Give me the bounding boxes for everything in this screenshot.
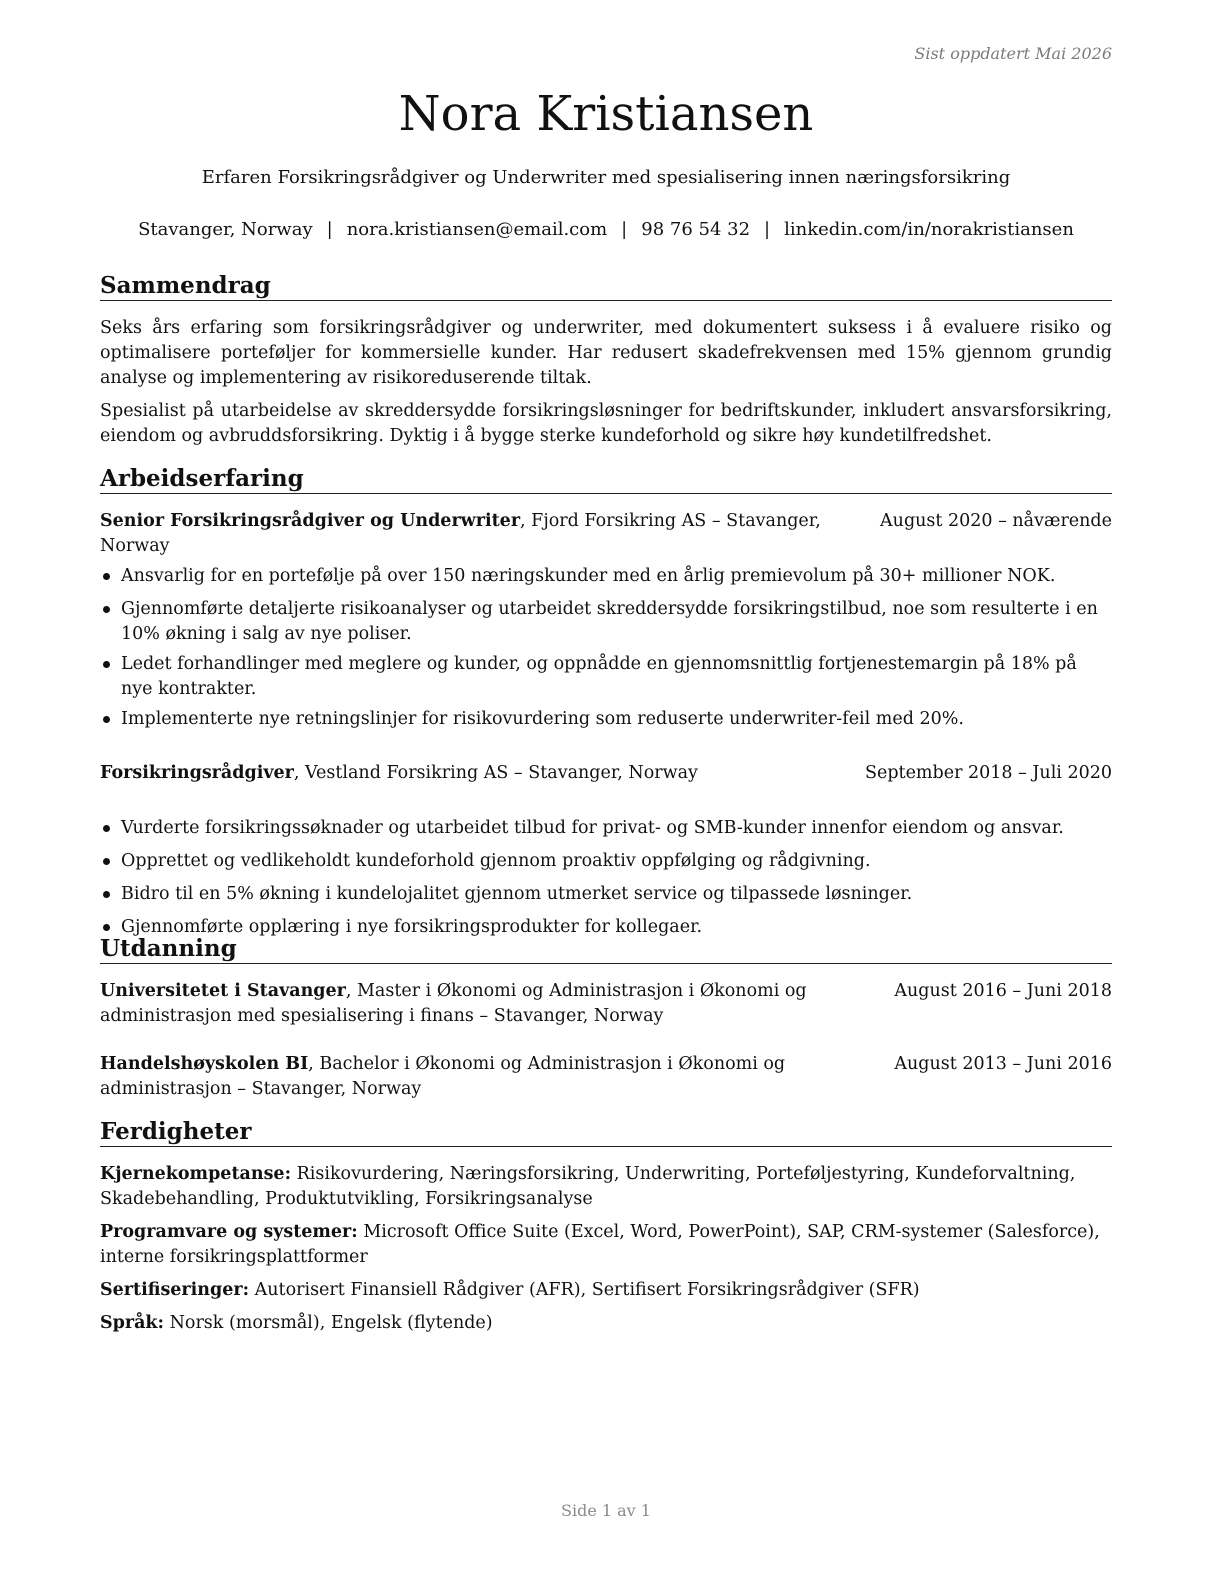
contact-email[interactable]: nora.kristiansen@email.com [346,219,608,240]
last-updated: Sist oppdatert Mai 2026 [914,44,1112,63]
education-school: Universitetet i Stavanger [100,981,346,1001]
page-number: Side 1 av 1 [561,1501,651,1520]
education-entry [100,979,1112,1029]
job-bullet [100,597,1112,647]
job-bullet [100,707,1112,732]
job-bullet [100,816,1112,841]
skills-section [100,1118,1112,1336]
bullet-icon [103,661,110,668]
skill-value: Risikovurdering, Næringsforsikring, Underwriting, Porteføljestyring, Kundeforvaltning, Skadebehandling, Produktutvikling, Forsikringsanalyse [100,1164,1076,1209]
summary-paragraph: Seks års erfaring som forsikringsrådgiver og underwriter, med dokumentert suksess i å evaluere risiko og optimalisere porteføljer for kommersielle kunder. Har redusert skadefrekvensen med 15% gjennom grundig analyse og implementering av risikoreduserende tiltak. [100,318,1112,388]
bullet-icon [103,825,110,832]
job-entry [100,509,1112,732]
job-bullet [100,849,1112,874]
education-details: , Master i Økonomi og Administrasjon i Økonomi og administrasjon med spesialisering i finans – Stavanger, Norway [100,981,807,1026]
education-dates: August 2013 – Juni 2016 [894,1054,1112,1074]
bullet-icon [103,891,110,898]
skill-value: Autorisert Finansiell Rådgiver (AFR), Sertifisert Forsikringsrådgiver (SFR) [249,1280,920,1300]
education-entry [100,1052,1112,1102]
education-school: Handelshøyskolen BI [100,1054,309,1074]
job-bullet [100,652,1112,702]
job-bullets [100,816,1112,940]
education-section [100,935,1112,1102]
contact-location: Stavanger, Norway [138,219,313,240]
job-bullets [100,564,1112,732]
education-details: , Bachelor i Økonomi og Administrasjon i Økonomi og administrasjon – Stavanger, Norway [100,1054,786,1099]
job-bullet-text: Gjennomførte opplæring i nye forsikringsprodukter for kollegaer. [121,917,703,937]
job-role: Forsikringsrådgiver [100,763,294,783]
job-role: Senior Forsikringsrådgiver og Underwriter [100,511,521,531]
skill-label: Språk: [100,1313,165,1333]
skill-value: Microsoft Office Suite (Excel, Word, PowerPoint), SAP, CRM-systemer (Salesforce), interne forsikringsplattformer [100,1222,1100,1267]
section-title-skills: Ferdigheter [100,1118,1112,1147]
job-bullet-text: Vurderte forsikringssøknader og utarbeidet tilbud for privat- og SMB-kunder innenfor eiendom og ansvar. [121,818,1064,838]
summary-section [100,272,1112,449]
job-dates: September 2018 – Juli 2020 [864,763,1112,783]
skill-value: Norsk (morsmål), Engelsk (flytende) [164,1313,493,1333]
skill-label: Kjernekompetanse: [100,1164,292,1184]
contact-line [100,219,1112,240]
job-bullet-text: Ansvarlig for en portefølje på over 150 næringskunder med en årlig premievolum på 30+ millioner NOK. [121,566,1056,586]
bullet-icon [103,716,110,723]
job-dates: August 2020 – nåværende [880,511,1112,531]
section-title-education: Utdanning [100,935,1112,964]
contact-linkedin[interactable]: linkedin.com/in/norakristiansen [784,219,1074,240]
education-dates: August 2016 – Juni 2018 [894,981,1112,1001]
job-bullet-text: Bidro til en 5% økning i kundelojalitet gjennom utmerket service og tilpassede løsninger. [121,884,913,904]
candidate-name: Nora Kristiansen [398,86,814,142]
job-bullet [100,882,1112,907]
job-bullet-text: Opprettet og vedlikeholdt kundeforhold gjennom proaktiv oppfølging og rådgivning. [121,851,871,871]
job-company: , Vestland Forsikring AS – Stavanger, Norway [293,763,698,783]
skill-row [100,1311,1112,1336]
contact-phone: 98 76 54 32 [641,219,751,240]
job-bullet [100,564,1112,589]
skill-row [100,1220,1112,1270]
bullet-icon [103,606,110,613]
skill-label: Programvare og systemer: [100,1222,358,1242]
experience-section [100,465,1112,940]
summary-paragraph: Spesialist på utarbeidelse av skreddersydde forsikringsløsninger for bedriftskunder, inkludert ansvarsforsikring, eiendom og avbruddsforsikring. Dyktig i å bygge sterke kundeforhold og sikre høy kundetilfredshet. [100,401,1112,446]
job-bullet-text: Ledet forhandlinger med meglere og kunder, og oppnådde en gjennomsnittlig fortjenestemargin på 18% på nye kontrakter. [121,654,1077,699]
job-entry [100,761,1112,940]
tagline: Erfaren Forsikringsrådgiver og Underwriter med spesialisering innen næringsforsikring [201,167,1011,188]
skill-row [100,1162,1112,1212]
bullet-icon [103,573,110,580]
contact-separator: | [764,219,771,240]
bullet-icon [103,858,110,865]
section-title-experience: Arbeidserfaring [100,465,1112,494]
skill-label: Sertifiseringer: [100,1280,250,1300]
contact-separator: | [621,219,628,240]
job-header [100,509,1112,559]
job-bullet-text: Implementerte nye retningslinjer for risikovurdering som reduserte underwriter-feil med 20%. [121,709,964,729]
job-bullet-text: Gjennomførte detaljerte risikoanalyser og utarbeidet skreddersydde forsikringstilbud, noe som resulterte i en 10% økning i salg av nye poliser. [121,599,1098,644]
contact-separator: | [326,219,333,240]
job-company: , Fjord Forsikring AS – Stavanger, Norway [100,511,821,556]
job-header [100,761,1112,786]
bullet-icon [103,924,110,931]
section-title-summary: Sammendrag [100,272,1112,301]
skill-row [100,1278,1112,1303]
